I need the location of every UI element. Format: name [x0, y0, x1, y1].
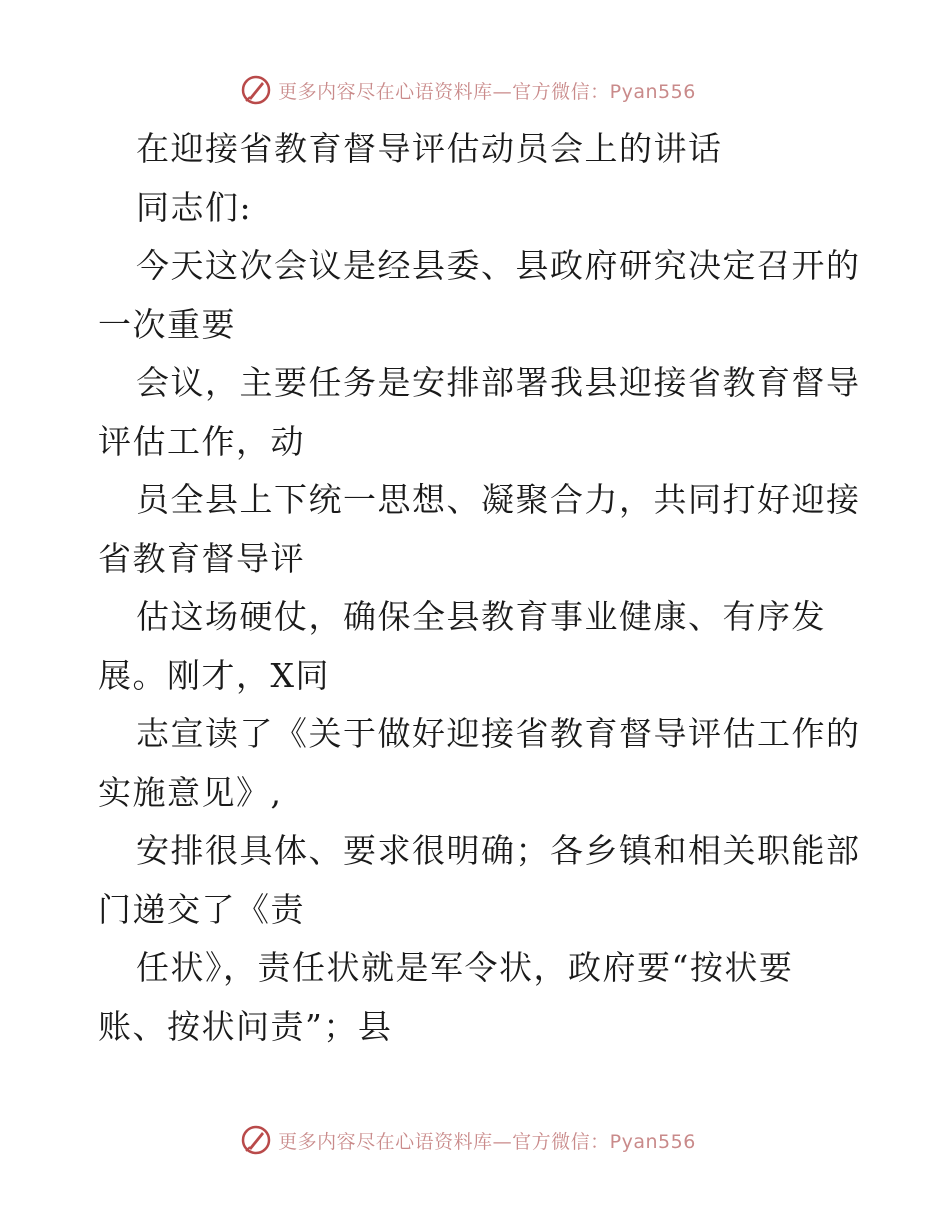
watermark-id: Pyan556	[609, 1130, 696, 1153]
watermark-text: 更多内容尽在心语资料库—官方微信：Pyan556	[278, 1130, 696, 1153]
text-line: 展。刚才，X同	[98, 655, 330, 695]
text-line: 今天这次会议是经县委、县政府研究决定召开的	[136, 246, 861, 285]
document-title: 在迎接省教育督导评估动员会上的讲话	[136, 129, 723, 168]
header-watermark	[0, 70, 950, 110]
text-line: 任状》，责任状就是军令状，政府要“按状要	[136, 948, 794, 987]
text-line: 估这场硬仗，确保全县教育事业健康、有序发	[136, 597, 826, 636]
footer-watermark	[0, 1120, 950, 1160]
text-line: 会议，主要任务是安排部署我县迎接省教育督导	[136, 363, 861, 402]
watermark-text: 更多内容尽在心语资料库—官方微信：Pyan556	[278, 80, 696, 103]
text-line: 一次重要	[98, 304, 236, 344]
text-line: 门递交了《责	[98, 889, 305, 929]
text-line: 员全县上下统一思想、凝聚合力，共同打好迎接	[136, 480, 861, 519]
quill-pen-logo-icon	[240, 74, 272, 106]
text-line: 安排很具体、要求很明确；各乡镇和相关职能部	[136, 831, 861, 870]
watermark-id: Pyan556	[609, 80, 696, 103]
text-line: 评估工作，动	[98, 421, 305, 461]
text-line: 实施意见》,	[98, 772, 283, 812]
document-body	[98, 120, 861, 1056]
quill-pen-logo-icon	[240, 1124, 272, 1156]
text-line: 志宣读了《关于做好迎接省教育督导评估工作的	[136, 714, 861, 753]
text-line: 省教育督导评	[98, 538, 305, 578]
text-line: 账、按状问责”；县	[98, 1006, 393, 1046]
salutation: 同志们:	[136, 187, 253, 227]
